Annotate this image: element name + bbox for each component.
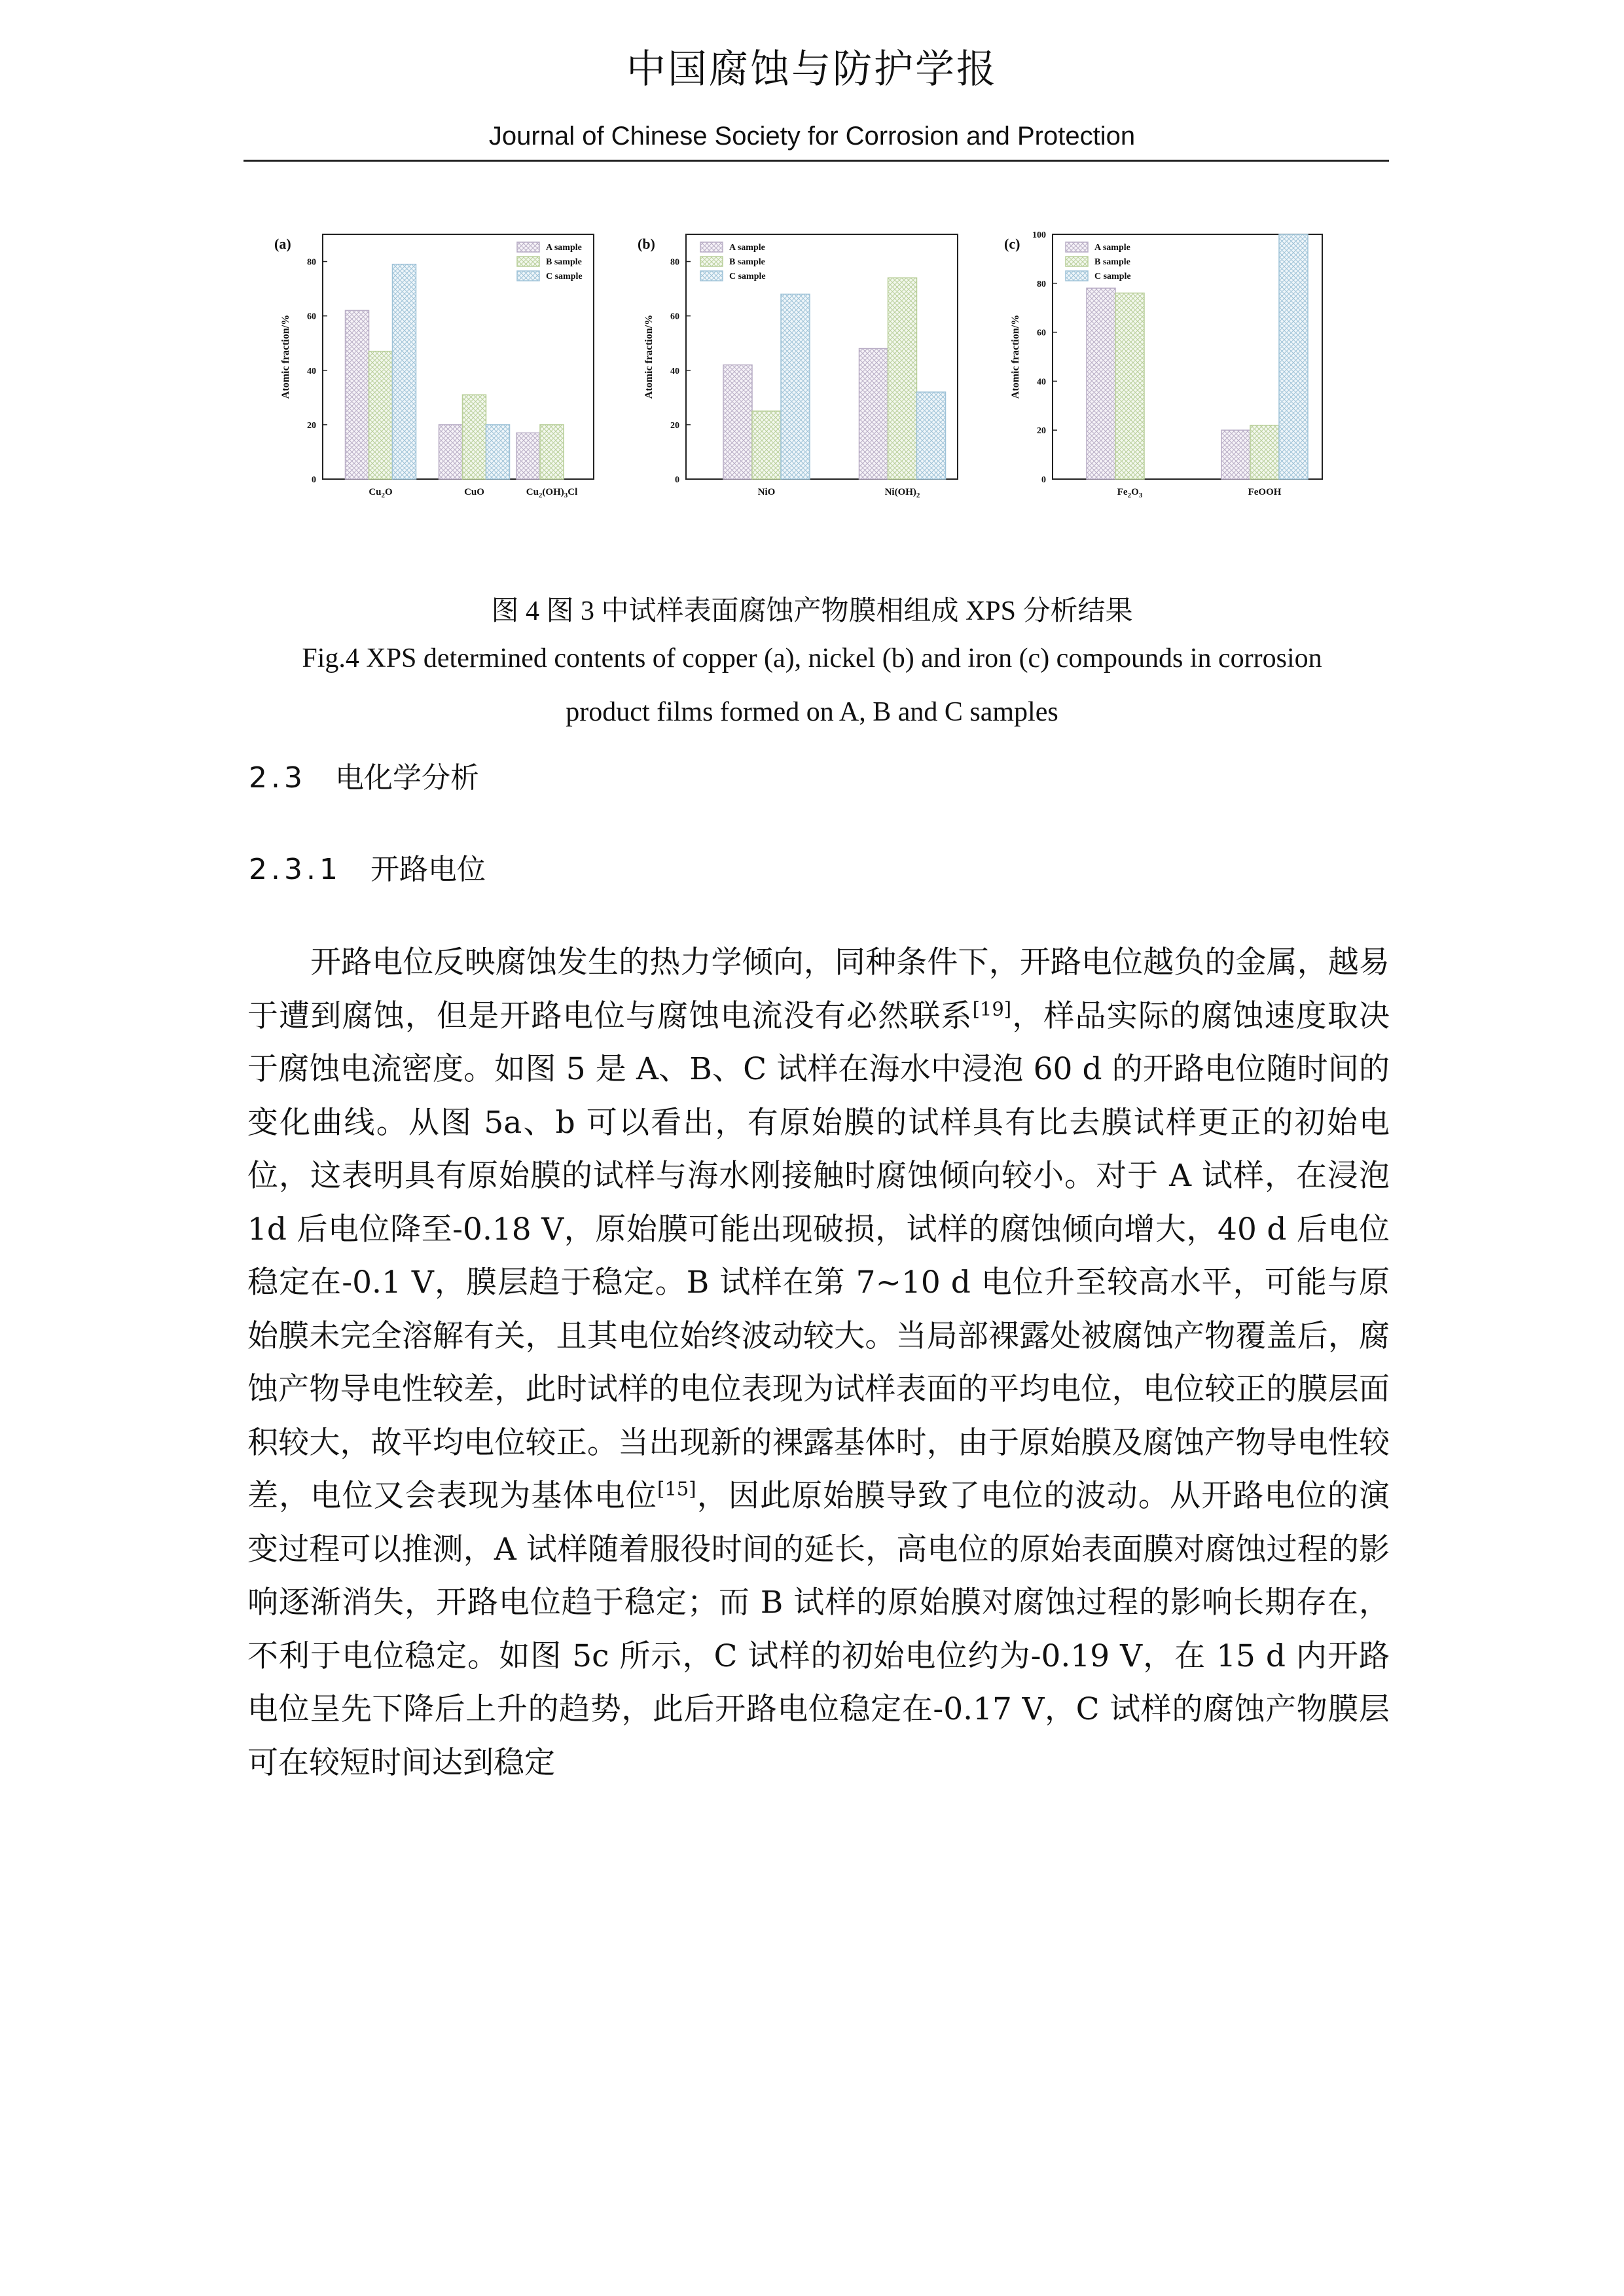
legend-label-3-1: B sample <box>1094 257 1130 267</box>
subsection-number: 2.3.1 <box>249 853 342 886</box>
bar-1-0-0 <box>346 310 369 479</box>
bar-3-0-1 <box>1115 293 1144 479</box>
body-paragraph <box>247 936 1390 1789</box>
bar-3-1-2 <box>1279 234 1308 479</box>
section-title: 电化学分析 <box>334 761 479 795</box>
y-tick-label-2-4: 80 <box>670 257 679 268</box>
y-tick-label-2-0: 0 <box>675 475 679 485</box>
x-tick-label-1-1: CuO <box>464 487 484 497</box>
bar-2-0-0 <box>723 365 752 479</box>
y-tick-label-3-0: 0 <box>1041 475 1046 485</box>
legend-swatch-2-2 <box>700 271 723 281</box>
bar-1-2-0 <box>516 433 540 479</box>
legend-label-1-1: B sample <box>546 257 582 267</box>
bar-3-1-1 <box>1250 425 1279 479</box>
bar-2-1-1 <box>888 278 917 479</box>
legend-label-1-0: A sample <box>546 243 582 253</box>
bar-1-1-1 <box>463 395 486 479</box>
bar-2-1-0 <box>859 349 888 479</box>
bar-3-1-0 <box>1221 430 1250 479</box>
bar-2-0-1 <box>752 411 781 479</box>
panel-label-2: (b) <box>638 236 655 252</box>
y-tick-label-2-2: 40 <box>670 366 679 376</box>
panel-label-1: (a) <box>274 236 291 252</box>
bar-1-0-2 <box>393 264 416 479</box>
x-tick-label-2-0: NiO <box>757 487 776 497</box>
legend-label-3-0: A sample <box>1094 243 1130 253</box>
legend-label-3-2: C sample <box>1094 272 1131 281</box>
figure-caption-en-line1: Fig.4 XPS determined contents of copper (a), nickel (b) and iron (c) compounds in corrosion <box>302 643 1322 673</box>
x-tick-label-2-1: $Ni(OH)_2$ <box>884 487 920 499</box>
y-axis-label-1: Atomic fraction/% <box>280 314 291 399</box>
legend-label-2-0: A sample <box>729 243 765 253</box>
x-tick-label-1-2: $Cu_2(OH)_3Cl$ <box>526 487 578 499</box>
bar-3-0-0 <box>1087 288 1115 479</box>
paragraph-text-3: ，因此原始膜导致了电位的波动。从开路电位的演变过程可以推测，A 试样随着服役时间的延长，高电位的原始表面膜对腐蚀过程的影响逐渐消失，开路电位趋于稳定；而 B 试样的原始膜对腐蚀过程的影响长期存在，不利于电位稳定。如图 5c 所示，C 试样的初始电位约为-0.19 V，在 15 d 内开路电位呈先下降后上升的趋势，此后开路电位稳定在-0.17 V，C 试样的腐蚀产物膜层可在较短时间达到稳定 <box>247 1478 1390 1781</box>
section-number: 2.3 <box>249 761 306 795</box>
figure-caption-en-line2: product films formed on A, B and C samples <box>566 697 1058 727</box>
section-heading-2-3 <box>249 754 479 796</box>
journal-title-cn: 中国腐蚀与防护学报 <box>626 46 998 92</box>
panel-label-3: (c) <box>1004 236 1020 252</box>
paragraph-text-1: 开路电位反映腐蚀发生的热力学倾向，同种条件下，开路电位越负的金属，越易于遭到腐蚀，但是开路电位与腐蚀电流没有必然联系 <box>247 944 1390 1034</box>
legend-label-2-1: B sample <box>729 257 765 267</box>
figure-4 <box>249 216 1388 517</box>
legend-label-2-2: C sample <box>729 272 766 281</box>
x-tick-label-3-1: FeOOH <box>1248 487 1282 497</box>
figure-4-charts <box>249 216 1388 517</box>
legend-label-1-2: C sample <box>546 272 583 281</box>
journal-title-en: Journal of Chinese Society for Corrosion and Protection <box>488 122 1136 151</box>
y-tick-label-1-2: 40 <box>307 366 316 376</box>
legend-swatch-1-1 <box>517 257 539 266</box>
legend-swatch-2-0 <box>700 242 723 252</box>
bar-1-1-0 <box>439 425 463 479</box>
y-tick-label-3-1: 20 <box>1037 426 1046 437</box>
y-tick-label-1-3: 60 <box>307 312 316 322</box>
bar-2-0-2 <box>781 294 810 479</box>
citation-19: [19] <box>972 997 1012 1020</box>
subsection-title: 开路电位 <box>370 853 486 886</box>
y-axis-label-2: Atomic fraction/% <box>643 314 655 399</box>
header-rule <box>244 160 1389 162</box>
y-tick-label-2-3: 60 <box>670 312 679 322</box>
bar-1-0-1 <box>369 351 393 479</box>
x-tick-label-1-0: $Cu_2O$ <box>369 487 393 499</box>
y-tick-label-1-4: 80 <box>307 257 316 268</box>
legend-swatch-1-2 <box>517 271 539 281</box>
y-tick-label-2-1: 20 <box>670 420 679 431</box>
bar-1-1-2 <box>486 425 510 479</box>
legend-swatch-1-0 <box>517 242 539 252</box>
legend-swatch-3-2 <box>1066 271 1088 281</box>
citation-15: [15] <box>657 1477 696 1500</box>
y-tick-label-3-2: 40 <box>1037 377 1046 387</box>
bar-1-2-1 <box>540 425 564 479</box>
bar-2-1-2 <box>917 392 946 479</box>
section-heading-2-3-1 <box>249 846 486 888</box>
y-tick-label-3-4: 80 <box>1037 279 1046 289</box>
paragraph-text-2: ，样品实际的腐蚀速度取决于腐蚀电流密度。如图 5 是 A、B、C 试样在海水中浸泡 60 d 的开路电位随时间的变化曲线。从图 5a、b 可以看出，有原始膜的试样具有比去膜试样更正的初始电位，这表明具有原始膜的试样与海水刚接触时腐蚀倾向较小。对于 A 试样，在浸泡 1d 后电位降至-0.18 V，原始膜可能出现破损，试样的腐蚀倾向增大，40 d 后电位稳定在-0.1 V，膜层趋于稳定。B 试样在第 7~10 d 电位升至较高水平，可能与原始膜未完全溶解有关，且其电位始终波动较大。当局部裸露处被腐蚀产物覆盖后，腐蚀产物导电性较差，此时试样的电位表现为试样表面的平均电位，电位较正的膜层面积较大，故平均电位较正。当出现新的裸露基体时，由于原始膜及腐蚀产物导电性较差，电位又会表现为基体电位 <box>247 997 1390 1514</box>
y-tick-label-3-3: 60 <box>1037 328 1046 338</box>
y-tick-label-1-0: 0 <box>312 475 316 485</box>
x-tick-label-3-0: $Fe_2O_3$ <box>1117 487 1143 499</box>
legend-swatch-2-1 <box>700 257 723 266</box>
y-axis-label-3: Atomic fraction/% <box>1010 314 1021 399</box>
legend-swatch-3-1 <box>1066 257 1088 266</box>
legend-swatch-3-0 <box>1066 242 1088 252</box>
y-tick-label-1-1: 20 <box>307 420 316 431</box>
figure-caption-cn: 图 4 图 3 中试样表面腐蚀产物膜相组成 XPS 分析结果 <box>491 596 1133 626</box>
y-tick-label-3-5: 100 <box>1032 230 1046 240</box>
